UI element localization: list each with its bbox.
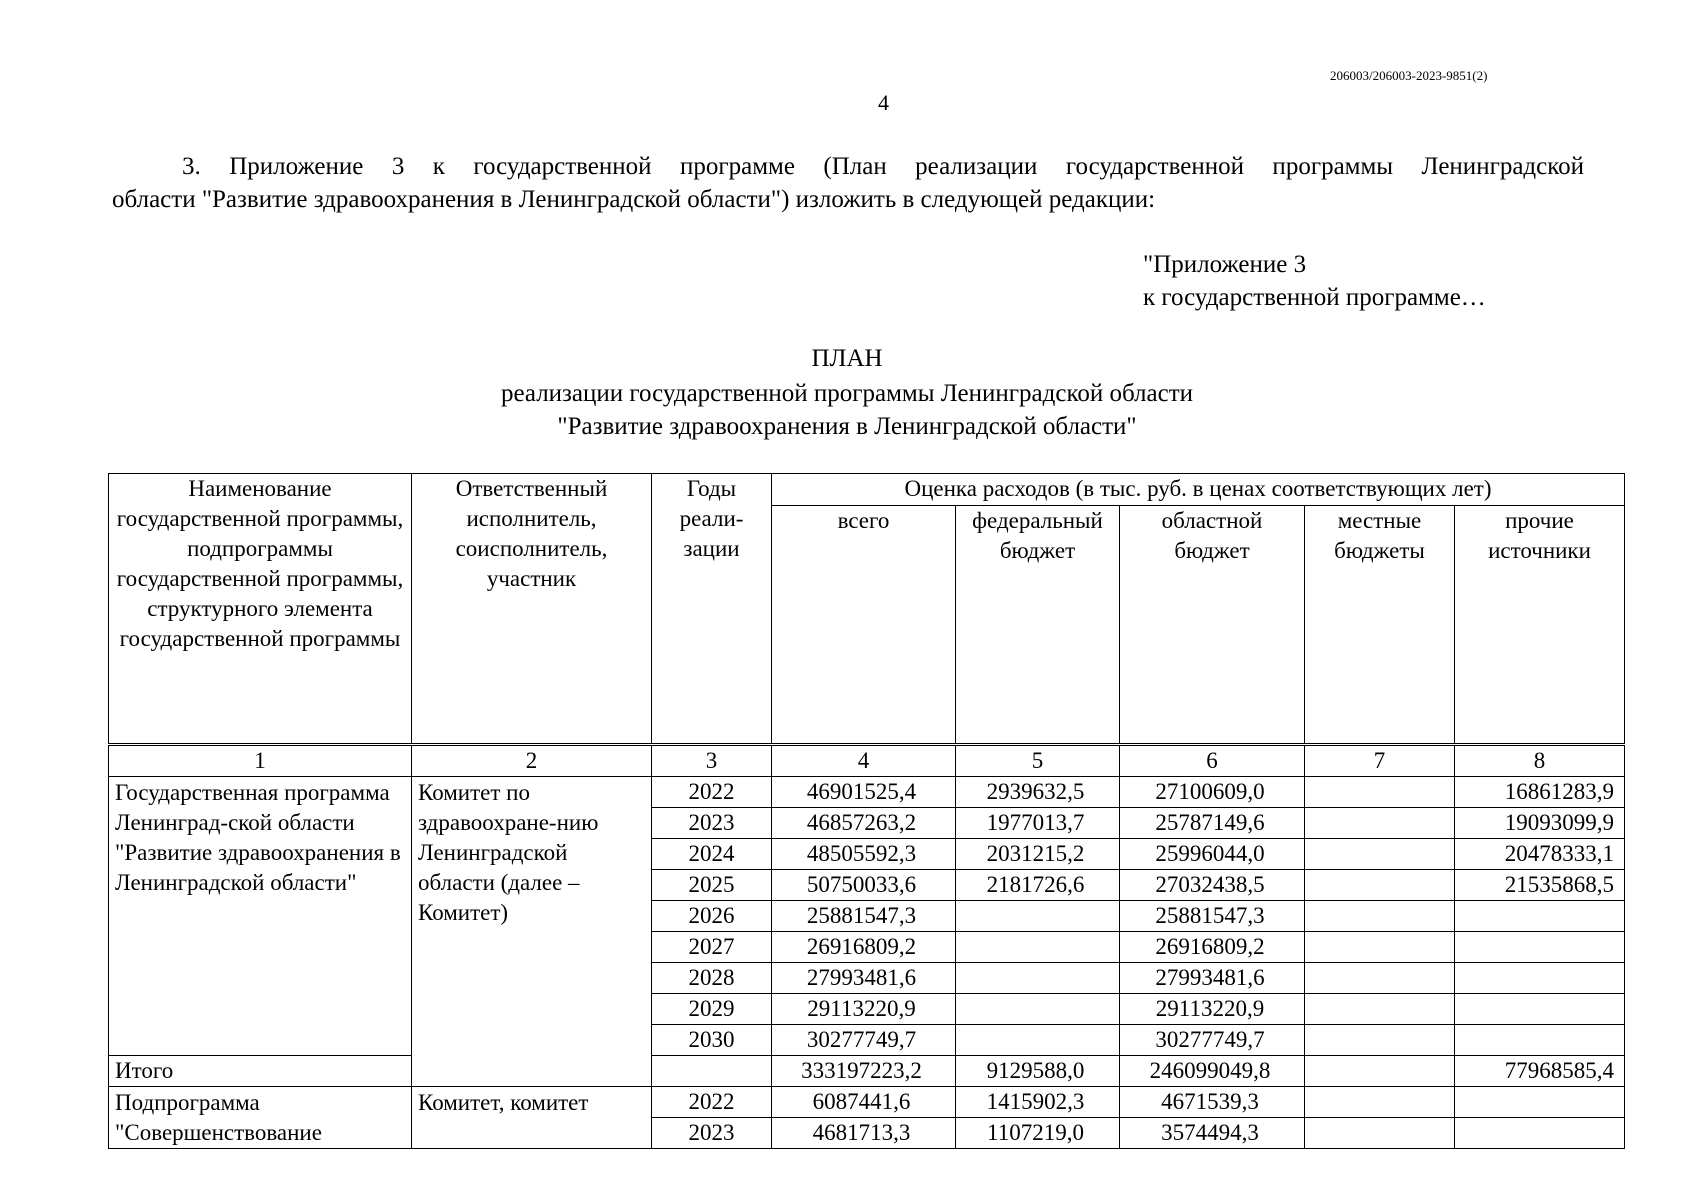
header-total: всего — [772, 506, 956, 745]
other-cell — [1455, 994, 1625, 1025]
regional-cell: 29113220,9 — [1120, 994, 1305, 1025]
paragraph-line-1: 3. Приложение 3 к государственной программе (План реализации государственной программы Ленинградской — [182, 153, 1584, 180]
table-row — [109, 1087, 1625, 1118]
column-number-row — [109, 745, 1625, 777]
local-cell — [1305, 963, 1455, 994]
local-cell — [1305, 1118, 1455, 1149]
regional-cell: 27100609,0 — [1120, 777, 1305, 808]
local-cell — [1305, 1025, 1455, 1056]
other-cell — [1455, 963, 1625, 994]
local-cell — [1305, 994, 1455, 1025]
column-number: 4 — [772, 745, 956, 777]
local-cell — [1305, 777, 1455, 808]
year-cell: 2022 — [652, 777, 772, 808]
year-cell: 2029 — [652, 994, 772, 1025]
column-number: 6 — [1120, 745, 1305, 777]
local-cell — [1305, 932, 1455, 963]
federal-cell: 2939632,5 — [956, 777, 1120, 808]
regional-cell: 25996044,0 — [1120, 839, 1305, 870]
other-cell — [1455, 1025, 1625, 1056]
local-cell — [1305, 901, 1455, 932]
local-cell — [1305, 808, 1455, 839]
federal-cell — [956, 994, 1120, 1025]
regional-cell: 25881547,3 — [1120, 901, 1305, 932]
federal-cell: 2031215,2 — [956, 839, 1120, 870]
total-cell: 48505592,3 — [772, 839, 956, 870]
other-cell — [1455, 932, 1625, 963]
year-cell: 2030 — [652, 1025, 772, 1056]
header-federal: федеральный бюджет — [956, 506, 1120, 745]
regional-cell: 30277749,7 — [1120, 1025, 1305, 1056]
paragraph-line-2: области "Развитие здравоохранения в Ленинградской области") изложить в следующей редакции: — [112, 186, 1156, 213]
column-number: 2 — [412, 745, 652, 777]
program-name: Государственная программа Ленинград-ской области "Развитие здравоохранения в Ленинградской области" — [109, 777, 412, 1056]
year-cell: 2025 — [652, 870, 772, 901]
plan-subtitle-line-2: "Развитие здравоохранения в Ленинградской области" — [557, 413, 1137, 440]
plan-subtitle-line-1: реализации государственной программы Ленинградской области — [500, 380, 1194, 407]
header-expenses: Оценка расходов (в тыс. руб. в ценах соответствующих лет) — [772, 474, 1625, 506]
header-other: прочие источники — [1455, 506, 1625, 745]
column-number: 7 — [1305, 745, 1455, 777]
other-cell — [1455, 1087, 1625, 1118]
local-cell — [1305, 1056, 1455, 1087]
federal-cell: 1107219,0 — [956, 1118, 1120, 1149]
year-cell: 2028 — [652, 963, 772, 994]
regional-cell: 27993481,6 — [1120, 963, 1305, 994]
year-cell: 2022 — [652, 1087, 772, 1118]
total-cell: 46857263,2 — [772, 808, 956, 839]
implementation-plan-table — [108, 473, 1625, 1149]
other-cell: 20478333,1 — [1455, 839, 1625, 870]
total-cell: 6087441,6 — [772, 1087, 956, 1118]
column-number: 1 — [109, 745, 412, 777]
total-cell: 4681713,3 — [772, 1118, 956, 1149]
header-local: местные бюджеты — [1305, 506, 1455, 745]
total-cell: 25881547,3 — [772, 901, 956, 932]
year-cell: 2023 — [652, 1118, 772, 1149]
year-cell: 2023 — [652, 808, 772, 839]
column-number: 8 — [1455, 745, 1625, 777]
regional-cell: 4671539,3 — [1120, 1087, 1305, 1118]
total-cell: 50750033,6 — [772, 870, 956, 901]
total-cell: 27993481,6 — [772, 963, 956, 994]
other-cell — [1455, 1118, 1625, 1149]
appendix-line-1: "Приложение 3 — [1143, 251, 1307, 278]
total-cell: 333197223,2 — [772, 1056, 956, 1087]
header-name: Наименование государственной программы, подпрограммы государственной программы, структурного элемента государственной программы — [109, 474, 412, 745]
regional-cell: 246099049,8 — [1120, 1056, 1305, 1087]
plan-title: ПЛАН — [811, 345, 883, 372]
other-cell: 16861283,9 — [1455, 777, 1625, 808]
total-cell: 26916809,2 — [772, 932, 956, 963]
regional-cell: 27032438,5 — [1120, 870, 1305, 901]
total-cell: 30277749,7 — [772, 1025, 956, 1056]
total-label: Итого — [109, 1056, 412, 1087]
header-responsible: Ответственный исполнитель, соисполнитель, участник — [412, 474, 652, 745]
federal-cell — [956, 1025, 1120, 1056]
header-years: Годы реали-зации — [652, 474, 772, 745]
subprogram-name: Подпрограмма "Совершенствование — [109, 1087, 412, 1149]
federal-cell: 1415902,3 — [956, 1087, 1120, 1118]
regional-cell: 25787149,6 — [1120, 808, 1305, 839]
column-number: 3 — [652, 745, 772, 777]
federal-cell — [956, 963, 1120, 994]
document-id: 206003/206003-2023-9851(2) — [1330, 68, 1488, 83]
local-cell — [1305, 1087, 1455, 1118]
other-cell: 21535868,5 — [1455, 870, 1625, 901]
federal-cell: 1977013,7 — [956, 808, 1120, 839]
subprogram-responsible: Комитет, комитет — [412, 1087, 652, 1149]
year-cell — [652, 1056, 772, 1087]
year-cell: 2027 — [652, 932, 772, 963]
appendix-line-2: к государственной программе… — [1143, 284, 1486, 311]
total-row — [109, 1056, 1625, 1087]
total-cell: 46901525,4 — [772, 777, 956, 808]
local-cell — [1305, 870, 1455, 901]
column-number: 5 — [956, 745, 1120, 777]
other-cell: 19093099,9 — [1455, 808, 1625, 839]
year-cell: 2024 — [652, 839, 772, 870]
header-regional: областной бюджет — [1120, 506, 1305, 745]
federal-cell: 2181726,6 — [956, 870, 1120, 901]
federal-cell: 9129588,0 — [956, 1056, 1120, 1087]
page-number: 4 — [878, 90, 889, 115]
other-cell: 77968585,4 — [1455, 1056, 1625, 1087]
regional-cell: 3574494,3 — [1120, 1118, 1305, 1149]
table-row — [109, 777, 1625, 808]
program-responsible: Комитет по здравоохране-нию Ленинградской области (далее – Комитет) — [412, 777, 652, 1087]
appendix-reference — [1143, 248, 1486, 314]
local-cell — [1305, 839, 1455, 870]
total-cell: 29113220,9 — [772, 994, 956, 1025]
amendment-paragraph — [112, 150, 1584, 216]
federal-cell — [956, 932, 1120, 963]
year-cell: 2026 — [652, 901, 772, 932]
other-cell — [1455, 901, 1625, 932]
regional-cell: 26916809,2 — [1120, 932, 1305, 963]
federal-cell — [956, 901, 1120, 932]
